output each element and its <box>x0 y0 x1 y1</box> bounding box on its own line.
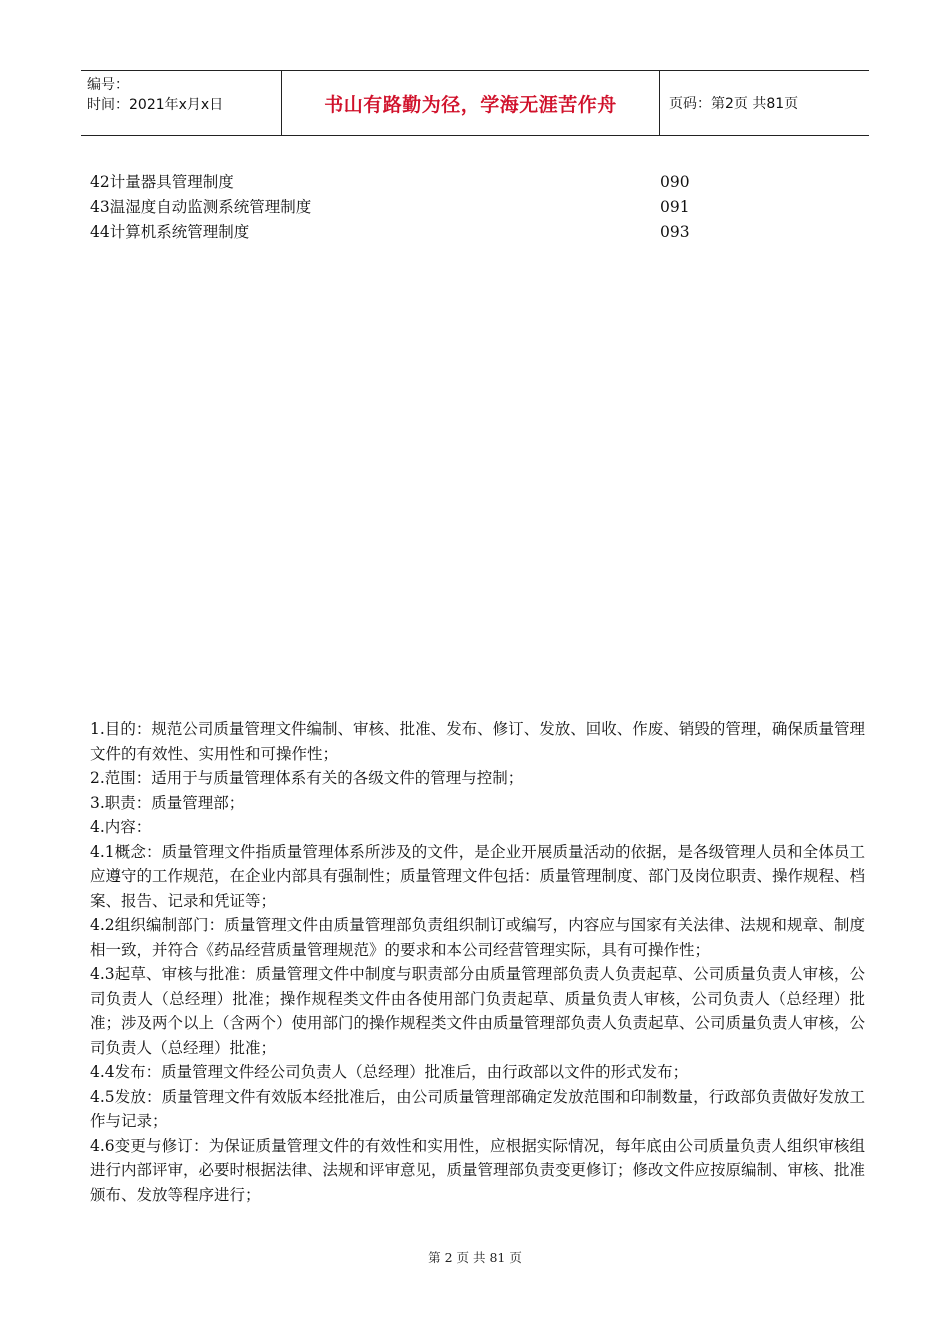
toc-entry-page: 091 <box>660 198 690 216</box>
section-drafting-approval: 4.3起草、审核与批准：质量管理文件中制度与职责部分由质量管理部负责人负责起草、公司质量负责人审核，公司负责人（总经理）批准；操作规程类文件由各使用部门负责起草、质量负责人审核，公司负责人（总经理）批准；涉及两个以上（含两个）使用部门的操作规程类文件由质量管理部负责人负责起草、公司质量负责人审核，公司负责人（总经理）批准； <box>90 965 866 1057</box>
toc-entry <box>90 220 730 245</box>
toc-entry <box>90 170 730 195</box>
header-motto: 书山有路勤为径，学海无涯苦作舟 <box>324 93 617 116</box>
section-release: 4.4发布：质量管理文件经公司负责人（总经理）批准后，由行政部以文件的形式发布； <box>90 1063 689 1081</box>
header-motto-cell <box>282 71 660 135</box>
toc-entry-title: 43温湿度自动监测系统管理制度 <box>90 198 312 216</box>
toc-entry-title: 44计算机系统管理制度 <box>90 223 250 241</box>
toc-entry-page: 093 <box>660 223 690 241</box>
section-scope: 2.范围：适用于与质量管理体系有关的各级文件的管理与控制； <box>90 769 524 787</box>
page-header <box>81 70 869 136</box>
document-time: 时间：2021年x月x日 <box>87 97 224 113</box>
page-footer <box>0 1248 950 1266</box>
section-concept: 4.1概念：质量管理文件指质量管理体系所涉及的文件，是企业开展质量活动的依据，是各级管理人员和全体员工应遵守的工作规范，在企业内部具有强制性；质量管理文件包括：质量管理制度、部门及岗位职责、操作规程、档案、报告、记录和凭证等； <box>90 842 866 910</box>
footer-page-number: 第 2 页 共 81 页 <box>428 1250 522 1265</box>
section-distribution: 4.5发放：质量管理文件有效版本经批准后，由公司质量管理部确定发放范围和印制数量，行政部负责做好发放工作与记录； <box>90 1087 865 1130</box>
section-purpose: 1.目的：规范公司质量管理文件编制、审核、批准、发布、修订、发放、回收、作废、销毁的管理，确保质量管理文件的有效性、实用性和可操作性； <box>90 720 865 763</box>
document-body <box>90 717 865 1207</box>
section-responsibility: 3.职责：质量管理部； <box>90 793 245 812</box>
document-number: 编号： <box>87 77 129 93</box>
header-page-cell <box>660 71 869 135</box>
toc-entry-page: 090 <box>660 173 690 191</box>
toc-entry <box>90 195 730 220</box>
header-page-info: 页码：第2页 共81页 <box>669 96 799 112</box>
toc-entry-title: 42计量器具管理制度 <box>90 173 234 191</box>
section-revision: 4.6变更与修订：为保证质量管理文件的有效性和实用性，应根据实际情况，每年底由公司质量负责人组织审核组进行内部评审，必要时根据法律、法规和评审意见，质量管理部负责变更修订；修改文件应按原编制、审核、批准颁布、发放等程序进行； <box>90 1136 866 1204</box>
section-organization: 4.2组织编制部门：质量管理文件由质量管理部负责组织制订或编写，内容应与国家有关法律、法规和规章、制度相一致，并符合《药品经营质量管理规范》的要求和本公司经营管理实际，具有可操作性； <box>90 916 865 959</box>
header-meta-cell <box>81 71 282 135</box>
table-of-contents <box>90 170 730 245</box>
section-content-heading: 4.内容： <box>90 818 152 836</box>
